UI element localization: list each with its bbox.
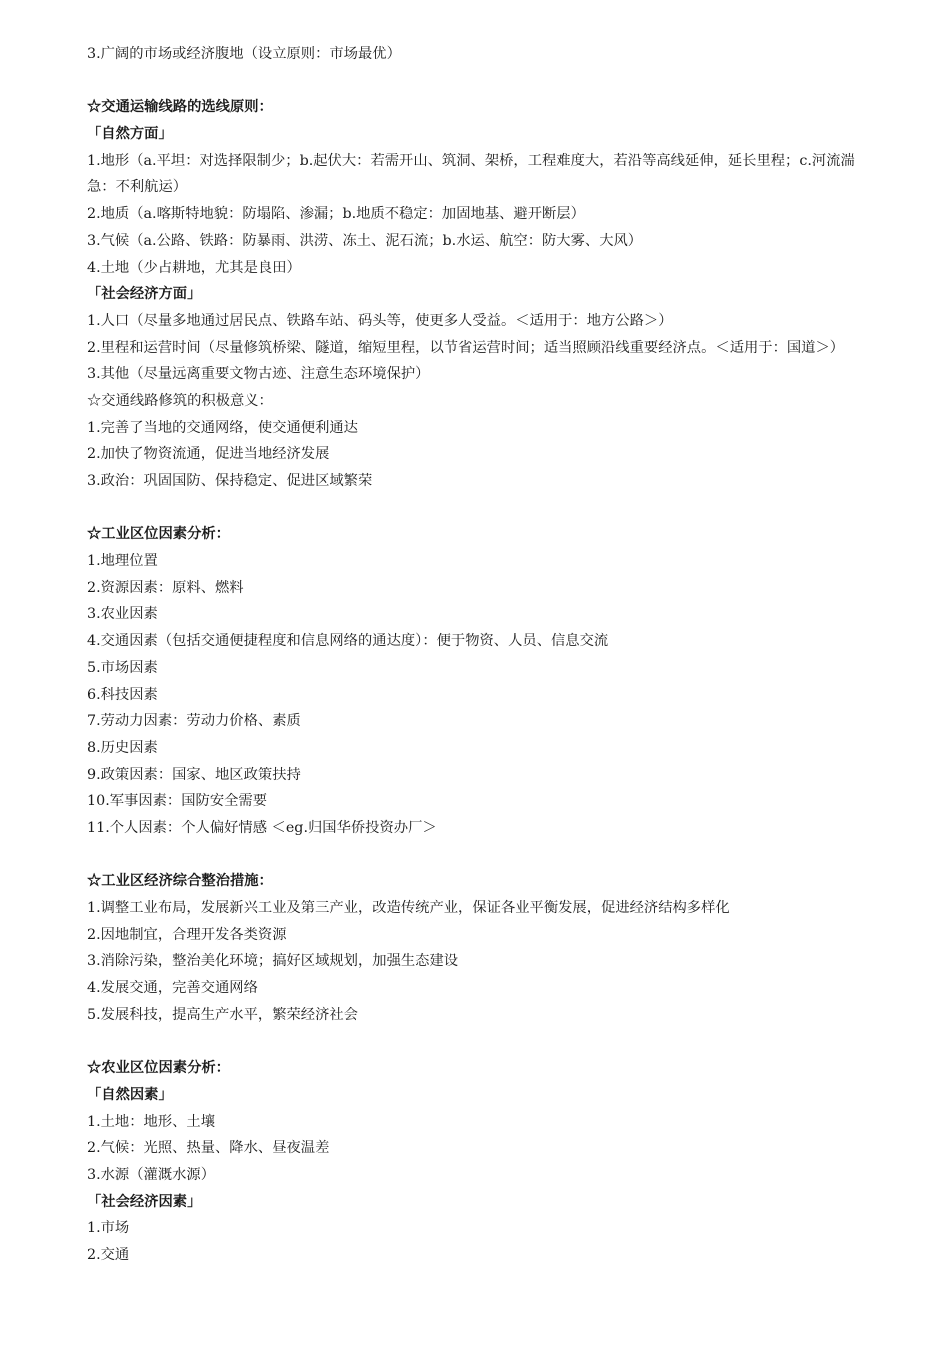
list-item: 2.气候：光照、热量、降水、昼夜温差 [87,1140,330,1157]
list-item: 10.军事因素：国防安全需要 [87,793,268,810]
intro-line: 3.广阔的市场或经济腹地（设立原则：市场最优） [87,46,401,62]
list-item: 3.消除污染，整治美化环境；搞好区域规划，加强生态建设 [87,953,459,970]
agriculture-heading: ☆农业区位因素分析： [87,1060,230,1077]
list-item: 1.调整工业布局，发展新兴工业及第三产业，改造传统产业，保证各业平衡发展，促进经济结构多样化 [87,900,730,917]
list-item: 4.交通因素（包括交通便捷程度和信息网络的通达度）：便于物资、人员、信息交流 [87,633,609,650]
list-item: 7.劳动力因素：劳动力价格、素质 [87,713,301,730]
list-item: 1.人口（尽量多地通过居民点、铁路车站、码头等，使更多人受益。＜适用于：地方公路＞） [87,312,673,329]
list-item: 6.科技因素 [87,686,158,703]
transport-heading: ☆交通运输线路的选线原则： [87,99,273,116]
spacer [87,842,857,869]
agriculture-social-heading: 「社会经济因素」 [87,1193,202,1210]
transport-social-heading: 「社会经济方面」 [87,286,202,303]
list-item: 4.发展交通，完善交通网络 [87,980,258,997]
spacer [87,68,857,95]
list-item: 2.资源因素：原料、燃料 [87,579,244,596]
list-item: 1.土地：地形、土壤 [87,1113,216,1130]
spacer [87,1028,857,1055]
list-item: 5.发展科技，提高生产水平，繁荣经济社会 [87,1006,358,1023]
list-item: 1.完善了当地的交通网络，使交通便利通达 [87,419,358,436]
agriculture-natural-heading: 「自然因素」 [87,1086,173,1103]
list-item: 11.个人因素：个人偏好情感 ＜eg.归国华侨投资办厂＞ [87,819,437,836]
list-item: 3.其他（尽量远离重要文物古迹、注意生态环境保护） [87,366,430,383]
list-item: 3.农业因素 [87,606,158,623]
list-item: 1.地形（a.平坦：对选择限制少；b.起伏大：若需开山、筑洞、架桥，工程难度大，若沿等高线延伸，延长里程；c.河流湍急：不利航运） [87,152,855,196]
list-item: 4.土地（少占耕地，尤其是良田） [87,259,301,276]
list-item: 3.水源（灌溉水源） [87,1166,216,1183]
list-item: 5.市场因素 [87,659,158,676]
list-item: 9.政策因素：国家、地区政策扶持 [87,766,301,783]
industry-measures-heading: ☆工业区经济综合整治措施： [87,873,273,890]
spacer [87,495,857,522]
list-item: 8.历史因素 [87,739,158,756]
list-item: 2.地质（a.喀斯特地貌：防塌陷、渗漏；b.地质不稳定：加固地基、避开断层） [87,206,585,223]
transport-natural-heading: 「自然方面」 [87,126,173,143]
list-item: 1.地理位置 [87,553,158,570]
transport-significance-heading: ☆交通线路修筑的积极意义： [87,392,273,409]
list-item: 2.加快了物资流通，促进当地经济发展 [87,446,330,463]
document-page [87,41,857,1269]
list-item: 2.因地制宜，合理开发各类资源 [87,926,287,943]
list-item: 2.交通 [87,1246,130,1263]
list-item: 2.里程和运营时间（尽量修筑桥梁、隧道，缩短里程，以节省运营时间；适当照顾沿线重要经济点。＜适用于：国道＞） [87,339,845,356]
list-item: 3.气候（a.公路、铁路：防暴雨、洪涝、冻土、泥石流；b.水运、航空：防大雾、大风） [87,232,643,249]
list-item: 1.市场 [87,1220,130,1237]
list-item: 3.政治：巩固国防、保持稳定、促进区域繁荣 [87,473,373,490]
industry-location-heading: ☆工业区位因素分析： [87,526,230,543]
